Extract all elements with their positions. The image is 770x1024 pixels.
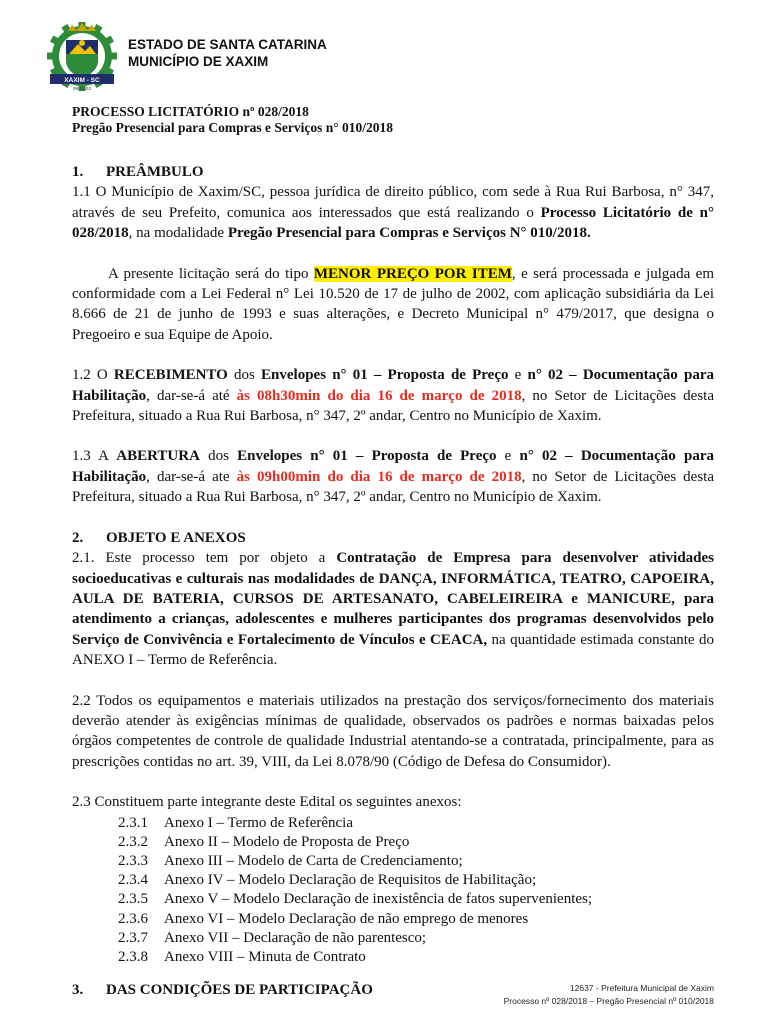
section-number: 3. bbox=[72, 982, 84, 999]
annex-number: 2.3.4 bbox=[118, 872, 148, 889]
annex-number: 2.3.6 bbox=[118, 910, 148, 927]
text-run: 1.3 A bbox=[72, 448, 117, 465]
issuing-entity bbox=[128, 36, 327, 70]
annex-number: 2.3.5 bbox=[118, 891, 148, 908]
annex-number: 2.3.8 bbox=[118, 948, 148, 965]
annex-item bbox=[118, 889, 714, 908]
section-1-heading bbox=[72, 162, 714, 182]
text-run: , e será processada e julgada em conformidade com a Lei Federal n° Lei 10.520 de 17 de julho de 2002, com aplicação subsidiária da Lei 8.666 de 21 de junho de 1993 e suas alterações, e Decreto Municipal n° 479/2017, que designa o Pregoeiro e sua Equipe de Apoio. bbox=[72, 265, 714, 343]
bold-run: n° 02 – Documentação para Habilitação bbox=[72, 367, 714, 404]
paragraph-1-2 bbox=[72, 365, 714, 426]
annex-item bbox=[118, 947, 714, 966]
paragraph-1-3 bbox=[72, 446, 714, 507]
process-title: PROCESSO LICITATÓRIO nº 028/2018 bbox=[72, 104, 309, 119]
annex-list bbox=[118, 813, 714, 967]
annex-item bbox=[118, 928, 714, 947]
annex-number: 2.3.1 bbox=[118, 814, 148, 831]
paragraph-2-1 bbox=[72, 548, 714, 670]
bold-run: ABERTURA bbox=[116, 448, 200, 465]
annex-title: Anexo VI – Modelo Declaração de não emprego de menores bbox=[164, 910, 529, 927]
text-run: dos bbox=[227, 367, 262, 384]
svg-text:XAXIM - SC: XAXIM - SC bbox=[64, 77, 100, 84]
annex-number: 2.3.3 bbox=[118, 852, 148, 869]
text-run: , dar-se-á ate bbox=[146, 468, 237, 485]
annex-item bbox=[118, 870, 714, 889]
bold-run: Contratação de Empresa para desenvolver atividades socioeducativas e culturais nas modalidades de DANÇA, INFORMÁTICA, TEATRO, CAPOEIRA, AULA DE BATERIA, CURSOS DE ARTESANATO, CABELEIREIRA e MANICURE, para atendimento a crianças, adolescentes e mulheres participantes dos programas desenvolvidos pelo Serviço de Convivência e Fortalecimento de Vínculos e CEACA, bbox=[72, 550, 715, 648]
annex-title: Anexo V – Modelo Declaração de inexistência de fatos supervenientes; bbox=[164, 891, 593, 908]
paragraph-1-1 bbox=[72, 182, 714, 243]
footer-line-2: Processo nº 028/2018 – Pregão Presencial nº 010/2018 bbox=[503, 996, 714, 1006]
text-run: dos bbox=[199, 448, 238, 465]
section-2-heading bbox=[72, 528, 714, 548]
annex-number: 2.3.7 bbox=[118, 929, 148, 946]
paragraph-tipo bbox=[72, 264, 714, 346]
red-run: às 08h30min do dia 16 de março de 2018 bbox=[236, 387, 522, 404]
text-run: , no Setor de Licitações desta Prefeitura, situado a Rua Rui Barbosa, n° 347, 2º andar, Centro no Município de Xaxim. bbox=[72, 468, 714, 506]
paragraph-2-3: 2.3 Constituem parte integrante deste Edital os seguintes anexos: bbox=[72, 794, 462, 811]
page-footer bbox=[504, 982, 714, 1008]
municipality-name: MUNICÍPIO DE XAXIM bbox=[128, 54, 269, 69]
document-header bbox=[40, 22, 740, 92]
text-run: , no Setor de Licitações desta Prefeitura, situado a Rua Rui Barbosa, n° 347, 2º andar, Centro no Município de Xaxim. bbox=[72, 387, 714, 425]
bold-run: n° 02 – Documentação para Habilitação bbox=[72, 448, 714, 485]
text-run: A presente licitação será do tipo bbox=[108, 265, 314, 282]
text-run: 2.1. Este processo tem por objeto a bbox=[72, 550, 337, 567]
annex-item bbox=[118, 832, 714, 851]
process-subtitle: Pregão Presencial para Compras e Serviços n° 010/2018 bbox=[72, 120, 393, 135]
bold-run: Envelopes n° 01 – Proposta de Preço bbox=[261, 367, 509, 384]
document-body bbox=[72, 162, 714, 1000]
bold-run: Pregão Presencial para Compras e Serviços N° 010/2018. bbox=[227, 225, 591, 242]
section-title: OBJETO E ANEXOS bbox=[106, 529, 246, 546]
text-run: 1.2 O bbox=[72, 367, 114, 384]
annex-title: Anexo IV – Modelo Declaração de Requisitos de Habilitação; bbox=[164, 872, 537, 889]
annex-title: Anexo VIII – Minuta de Contrato bbox=[164, 948, 366, 965]
text-run: e bbox=[496, 448, 520, 465]
section-title: PREÂMBULO bbox=[106, 164, 204, 180]
text-run: , dar-se-á até bbox=[146, 387, 237, 404]
section-number: 2. bbox=[72, 529, 84, 546]
text-run: e bbox=[508, 367, 528, 384]
text-run: na quantidade estimada constante do ANEXO I – Termo de Referência. bbox=[72, 631, 714, 669]
annex-title: Anexo VII – Declaração de não parentesco; bbox=[164, 929, 427, 946]
state-name: ESTADO DE SANTA CATARINA bbox=[128, 37, 327, 52]
bold-run: Processo Licitatório de n° 028/2018 bbox=[72, 204, 714, 242]
text-run: 1.1 O Município de Xaxim/SC, pessoa jurídica de direito público, com sede à Rua Rui Barbosa, n° 347, através de seu Prefeito, comunica aos interessados que está realizando o bbox=[72, 184, 714, 221]
text-run: , na modalidade bbox=[128, 225, 228, 242]
paragraph-2-2: 2.2 Todos os equipamentos e materiais utilizados na prestação dos serviços/fornecimento dos materiais deverão atender às exigências mínimas de qualidade, observados os padrões e normas baixadas pelos órgãos competentes de controle de qualidade Industrial atentando-se a contratada, principalmente, para as prescrições contidas no art. 39, VIII, da Lei 8.078/90 (Código de Defesa do Consumidor). bbox=[72, 692, 714, 770]
section-number: 1. bbox=[72, 164, 84, 180]
process-identification bbox=[72, 104, 393, 136]
annex-item bbox=[118, 909, 714, 928]
bold-run: RECEBIMENTO bbox=[113, 367, 228, 384]
annex-item bbox=[118, 813, 714, 832]
highlighted-run: MENOR PREÇO POR ITEM bbox=[313, 265, 512, 282]
red-run: às 09h00min do dia 16 de março de 2018 bbox=[236, 468, 522, 485]
bold-run: Envelopes n° 01 – Proposta de Preço bbox=[237, 448, 497, 465]
annex-title: Anexo I – Termo de Referência bbox=[164, 814, 354, 831]
annex-title: Anexo II – Modelo de Proposta de Preço bbox=[164, 833, 410, 850]
section-title: DAS CONDIÇÕES DE PARTICIPAÇÃO bbox=[106, 982, 373, 999]
annex-title: Anexo III – Modelo de Carta de Credenciamento; bbox=[164, 852, 463, 869]
annex-number: 2.3.2 bbox=[118, 833, 148, 850]
annex-item bbox=[118, 851, 714, 870]
svg-text:08-12-53: 08-12-53 bbox=[72, 86, 92, 91]
footer-line-1: 12637 - Prefeitura Municipal de Xaxim bbox=[569, 983, 714, 993]
municipal-seal-icon bbox=[42, 22, 126, 92]
